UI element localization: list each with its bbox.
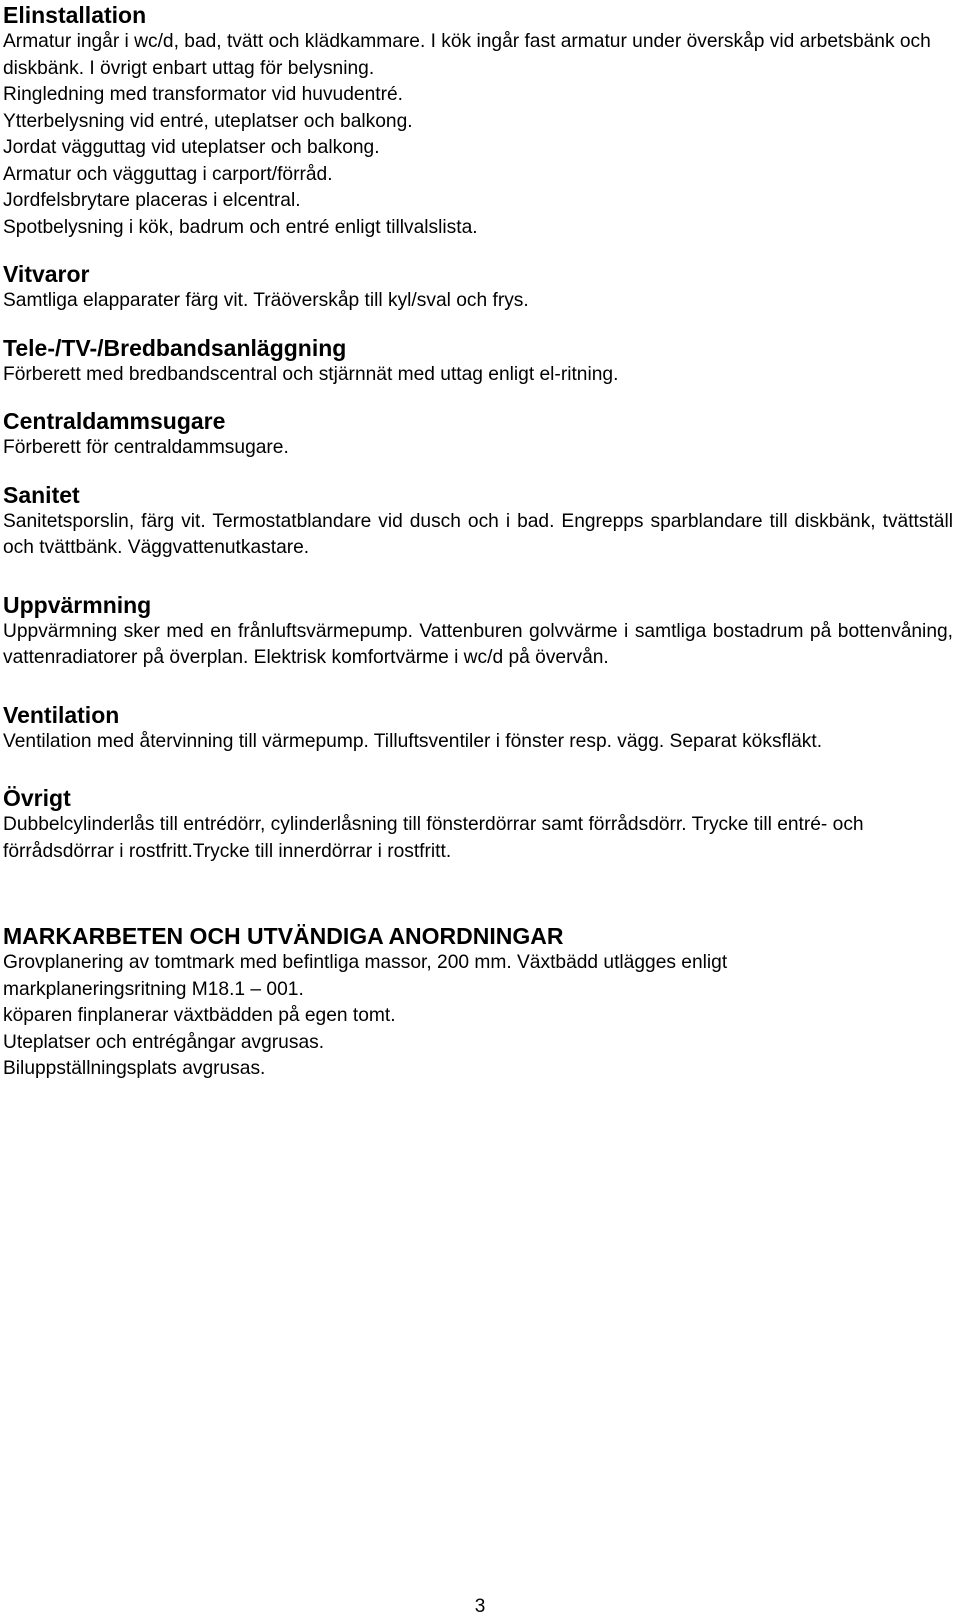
section-elinstallation	[3, 0, 953, 241]
paragraph-line: Uteplatser och entrégångar avgrusas.	[3, 1031, 325, 1053]
spacer	[3, 241, 953, 259]
paragraph: Dubbelcylinderlås till entrédörr, cylinderlåsning till fönsterdörrar samt förrådsdörr. Trycke till entré- och förrådsdörrar i rostfritt.Trycke till innerdörrar i rostfritt.	[3, 814, 864, 862]
section-heading: Elinstallation	[3, 2, 147, 28]
paragraph-line: Ringledning med transformator vid huvudentré.	[3, 84, 403, 105]
paragraph-line: Armatur och vägguttag i carport/förråd.	[3, 163, 333, 185]
section-heading: MARKARBETEN OCH UTVÄNDIGA ANORDNINGAR	[3, 923, 564, 949]
section-vitvaror	[3, 259, 953, 315]
paragraph: Samtliga elapparater färg vit. Träöverskåp till kyl/sval och frys.	[3, 290, 529, 311]
section-ovrigt	[3, 783, 953, 865]
section-tele	[3, 333, 953, 389]
spacer	[3, 315, 953, 333]
page-number: 3	[474, 1596, 486, 1617]
paragraph-line: köparen finplanerar växtbädden på egen tomt.	[3, 1005, 396, 1026]
spacer	[3, 462, 953, 480]
section-heading: Uppvärmning	[3, 591, 152, 618]
section-sanitet	[3, 480, 953, 562]
paragraph: Sanitetsporslin, färg vit. Termostatblandare vid dusch och i bad. Engrepps sparblandare till diskbänk, tvättställ och tvättbänk. Väggvattenutkastare.	[3, 510, 953, 558]
document-page	[3, 0, 953, 1083]
section-centraldammsugare	[3, 406, 953, 462]
section-heading: Vitvaror	[3, 261, 90, 287]
spacer	[3, 672, 953, 700]
section-heading: Tele-/TV-/Bredbandsanläggning	[3, 334, 347, 361]
section-markarbeten	[3, 921, 953, 1083]
section-heading: Centraldammsugare	[3, 408, 226, 434]
paragraph: Förberett för centraldammsugare.	[3, 437, 289, 458]
section-heading: Övrigt	[3, 785, 71, 811]
section-heading: Ventilation	[3, 701, 120, 728]
paragraph-line: Armatur ingår i wc/d, bad, tvätt och klädkammare. I kök ingår fast armatur under överskåp vid arbetsbänk och diskbänk. I övrigt enbart uttag för belysning.	[3, 31, 931, 79]
paragraph-line: Ytterbelysning vid entré, uteplatser och balkong.	[3, 110, 413, 132]
section-ventilation	[3, 700, 953, 756]
paragraph: Ventilation med återvinning till värmepump. Tilluftsventiler i fönster resp. vägg. Separat köksfläkt.	[3, 730, 823, 752]
paragraph-line: Grovplanering av tomtmark med befintliga massor, 200 mm. Växtbädd utlägges enligt markplaneringsritning M18.1 – 001.	[3, 952, 728, 1000]
spacer	[3, 388, 953, 406]
spacer	[3, 562, 953, 590]
spacer	[3, 755, 953, 783]
paragraph: Förberett med bredbandscentral och stjärnnät med uttag enligt el-ritning.	[3, 363, 619, 385]
section-heading: Sanitet	[3, 481, 80, 508]
paragraph: Uppvärmning sker med en frånluftsvärmepump. Vattenburen golvvärme i samtliga bostadrum på bottenvåning, vattenradiatorer på överplan. Elektrisk komfortvärme i wc/d på övervån.	[3, 620, 953, 668]
paragraph-line: Spotbelysning i kök, badrum och entré enligt tillvalslista.	[3, 216, 478, 238]
section-uppvarmning	[3, 590, 953, 672]
paragraph-line: Biluppställningsplats avgrusas.	[3, 1058, 266, 1079]
paragraph-line: Jordat vägguttag vid uteplatser och balkong.	[3, 137, 380, 158]
paragraph-line: Jordfelsbrytare placeras i elcentral.	[3, 190, 301, 211]
spacer	[3, 865, 953, 921]
